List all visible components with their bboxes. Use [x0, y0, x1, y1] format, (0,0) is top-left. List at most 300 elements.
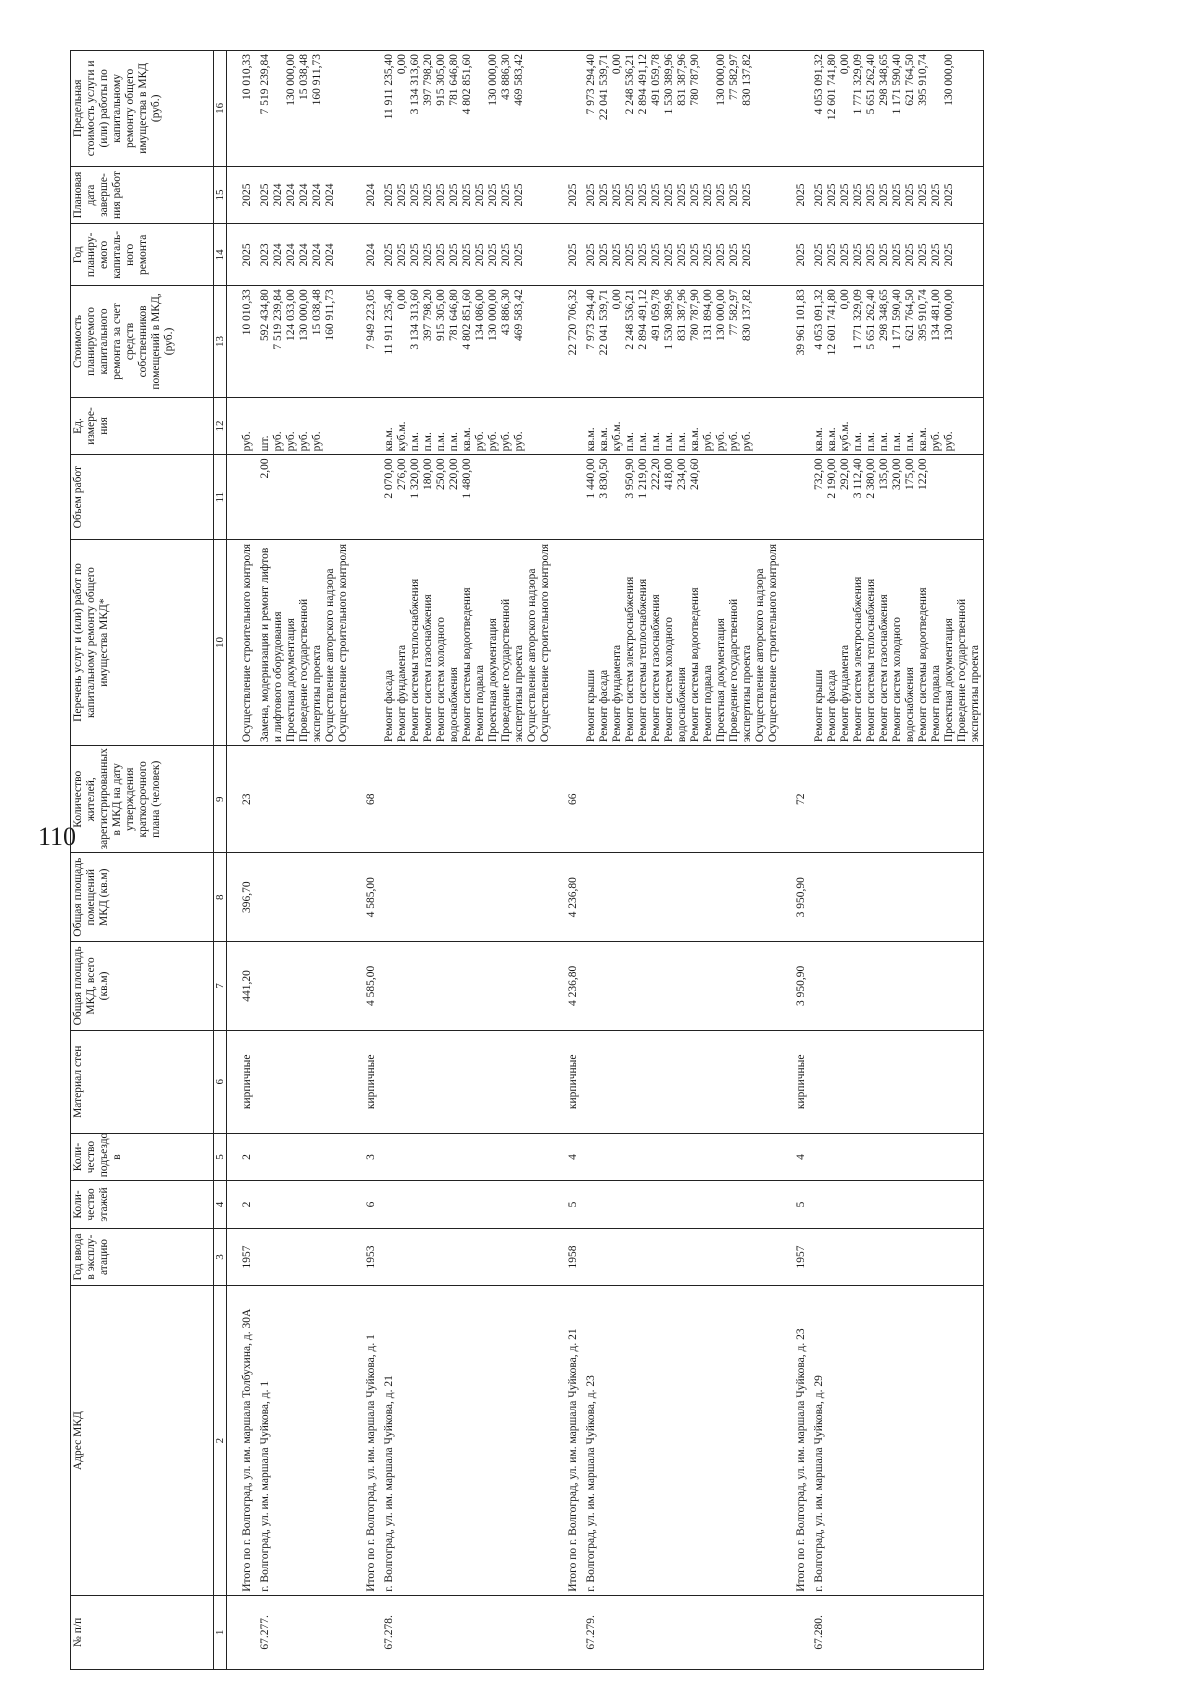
plan-year-cell-item: 2025: [852, 243, 864, 267]
works-cell: [227, 539, 256, 745]
volume-cell-item: 1 320,00: [409, 458, 421, 499]
plan-year-cell: [553, 224, 581, 286]
end-year-cell-item: 2025: [637, 183, 649, 207]
address-row: [809, 51, 984, 1670]
unit-cell-item: руб.: [702, 431, 714, 452]
entrances-cell: 4: [553, 1133, 581, 1180]
unit-cell-item: кв.м.: [598, 427, 610, 452]
column-header: Коли-чество подъездо в: [71, 1133, 214, 1180]
plan-year-cell-item: 2025: [676, 243, 688, 267]
cost-cell-item: 77 582,97: [728, 289, 740, 336]
volume-cell-item: 2,00: [259, 458, 271, 479]
area-premises-cell: [255, 853, 351, 942]
address-row: [581, 51, 781, 1670]
volume-cell: [553, 455, 581, 540]
works-cell-item: Осуществление авторского надзора: [324, 568, 336, 743]
floors-cell: [255, 1181, 351, 1228]
cost-cell: [227, 286, 256, 397]
unit-cell-item: п.м.: [676, 432, 688, 452]
works-cell-item: Ремонт систем холодного водоснабжения: [435, 617, 460, 743]
unit-cell-item: шт.: [259, 435, 271, 452]
residents-cell: [255, 746, 351, 853]
plan-year-cell-item: 2025: [917, 243, 929, 267]
floors-cell: [379, 1181, 553, 1228]
cost-cell-item: 781 646,80: [448, 289, 460, 342]
unit-cell-item: кв.м.: [813, 427, 825, 452]
works-cell-item: Осуществление строительного контроля: [539, 543, 551, 743]
end-year-cell: [781, 166, 809, 224]
year-cell: [581, 1228, 781, 1286]
volume-cell-item: 1 480,00: [461, 458, 473, 499]
unit-cell-item: руб.: [298, 431, 310, 452]
limit-cell: [379, 51, 553, 167]
cost-cell-item: 0,00: [396, 289, 408, 310]
entrances-cell: 4: [781, 1133, 809, 1180]
limit-cell-item: 621 764,50: [904, 54, 916, 106]
end-year-cell-item: 2025: [930, 183, 942, 207]
works-cell: [379, 539, 553, 745]
cost-cell-item: 469 583,42: [513, 289, 525, 342]
floors-cell: [581, 1181, 781, 1228]
end-year-cell-item: 2025: [396, 183, 408, 207]
limit-cell-item: 2 894 491,12: [637, 54, 649, 115]
volume-cell: [227, 455, 256, 540]
cost-cell-item: 131 894,00: [702, 289, 714, 342]
volume-cell-item: [715, 458, 728, 536]
column-number: 4: [214, 1181, 227, 1228]
column-number: 13: [214, 286, 227, 397]
cost-cell-item: 0,00: [839, 289, 851, 310]
unit-cell: [351, 397, 379, 455]
plan-year-cell-item: 2025: [813, 243, 825, 267]
residents-cell: 72: [781, 746, 809, 853]
end-year-cell-item: 2024: [285, 183, 297, 207]
area-premises-cell: [379, 853, 553, 942]
floors-cell: [809, 1181, 984, 1228]
limit-cell-item: 1 530 389,96: [663, 54, 675, 115]
limit-cell-item: 130 000,00: [487, 54, 499, 106]
plan-year-cell-item: 2025: [826, 243, 838, 267]
end-year-cell-item: 2025: [891, 183, 903, 207]
area-premises-cell: 4 236,80: [553, 853, 581, 942]
material-cell: кирпичные: [781, 1030, 809, 1133]
floors-cell: 5: [781, 1181, 809, 1228]
row-number: 67.279.: [581, 1595, 781, 1669]
plan-year-cell-item: 2025: [878, 243, 890, 267]
cost-cell: [379, 286, 553, 397]
column-header: Коли-чество этажей: [71, 1181, 214, 1228]
volume-cell-item: 222,20: [650, 458, 662, 490]
area-premises-cell: [581, 853, 781, 942]
area-cell: 4 585,00: [351, 942, 379, 1031]
cost-cell-item: 5 651 262,40: [865, 289, 877, 350]
limit-cell-item: 298 348,65: [878, 54, 890, 106]
limit-cell-item: 491 059,78: [650, 54, 662, 106]
cost-cell-item: 7 519 239,84: [272, 289, 284, 350]
column-header: Количество жителей, зарегистрированных в МКД на дату утверждения краткосрочного плана (человек): [71, 746, 214, 853]
limit-cell-item: 0,00: [839, 54, 851, 75]
volume-cell-item: [513, 458, 526, 536]
plan-year-cell-item: 2025: [702, 243, 714, 267]
works-cell-item: Ремонт фундамента: [611, 644, 623, 743]
end-year-cell-item: 2025: [904, 183, 916, 207]
works-cell-item: Ремонт системы водоотведения: [689, 587, 701, 743]
cost-cell: [809, 286, 984, 397]
unit-cell-item: куб.м.: [611, 421, 623, 452]
unit-cell-item: руб.: [728, 431, 740, 452]
residents-cell: [379, 746, 553, 853]
works-cell-item: Ремонт системы водоотведения: [917, 587, 929, 743]
end-year-cell: [581, 166, 781, 224]
column-header: Объем работ: [71, 455, 214, 540]
end-year-cell-item: 2025: [878, 183, 890, 207]
material-cell: кирпичные: [553, 1030, 581, 1133]
plan-year-cell-item: 2024: [298, 243, 310, 267]
address-cell: г. Волгоград, ул. им. маршала Чуйкова, д. 23: [581, 1286, 781, 1595]
capital-repair-table-sheet: [70, 50, 1130, 1670]
row-number: [781, 1595, 809, 1669]
column-number: 14: [214, 224, 227, 286]
unit-cell-item: п.м.: [624, 432, 636, 452]
unit-cell-item: куб.м.: [839, 421, 851, 452]
cost-cell-item: 0,00: [611, 289, 623, 310]
area-cell: 441,20: [227, 942, 256, 1031]
plan-year-cell-item: 2024: [311, 243, 323, 267]
volume-cell-item: [311, 458, 324, 536]
works-cell-item: Ремонт фундамента: [396, 644, 408, 743]
works-cell-item: Ремонт подвала: [474, 664, 486, 743]
works-cell-item: Осуществление строительного контроля: [337, 543, 349, 743]
limit-cell-item: 397 798,20: [422, 54, 434, 106]
plan-year-cell-item: 2025: [383, 243, 395, 267]
cost-cell-item: 134 481,00: [930, 289, 942, 342]
cost-cell-item: 130 000,00: [487, 289, 499, 342]
end-year-cell: [351, 166, 379, 224]
limit-cell: [581, 51, 781, 167]
unit-cell: [255, 397, 351, 455]
works-cell: [781, 539, 809, 745]
limit-cell-item: [474, 54, 487, 163]
year-cell: 1958: [553, 1228, 581, 1286]
area-cell: [809, 942, 984, 1031]
cost-cell-item: 831 387,96: [676, 289, 688, 342]
column-number: 11: [214, 455, 227, 540]
end-year-cell-item: 2025: [567, 183, 579, 207]
end-year-cell: [553, 166, 581, 224]
volume-cell-item: 175,00: [904, 458, 916, 490]
works-cell-item: Проектная документация: [715, 618, 727, 743]
plan-year-cell-item: 2024: [324, 243, 336, 267]
area-premises-cell: [809, 853, 984, 942]
cost-cell: [553, 286, 581, 397]
volume-cell-item: 1 440,00: [585, 458, 597, 499]
end-year-cell-item: 2025: [500, 183, 512, 207]
end-year-cell-item: 2025: [383, 183, 395, 207]
table-header: [71, 51, 227, 1670]
works-cell-item: Осуществление строительного контроля: [241, 543, 253, 743]
works-cell-item: Ремонт системы теплоснабжения: [637, 578, 649, 743]
unit-cell-item: п.м.: [904, 432, 916, 452]
plan-year-cell-item: 2025: [624, 243, 636, 267]
cost-cell-item: 22 041 539,71: [598, 289, 610, 356]
end-year-cell-item: 2025: [715, 183, 727, 207]
limit-cell-item: 915 305,00: [435, 54, 447, 106]
address-cell: г. Волгоград, ул. им. маршала Чуйкова, д. 21: [379, 1286, 553, 1595]
unit-cell-item: кв.м.: [461, 427, 473, 452]
end-year-cell-item: 2025: [826, 183, 838, 207]
cost-cell-item: 298 348,65: [878, 289, 890, 342]
end-year-cell: [809, 166, 984, 224]
end-year-cell-item: 2025: [728, 183, 740, 207]
works-cell-item: Ремонт систем холодного водоснабжения: [891, 617, 916, 743]
plan-year-cell-item: 2024: [272, 243, 284, 267]
residents-cell: 23: [227, 746, 256, 853]
works-cell-item: Проведение государственной экспертизы проекта: [500, 598, 525, 743]
volume-cell-item: [611, 458, 624, 536]
plan-year-cell-item: 2025: [422, 243, 434, 267]
cost-cell-item: 621 764,50: [904, 289, 916, 342]
limit-cell-item: 7 973 294,40: [585, 54, 597, 115]
end-year-cell-item: 2025: [676, 183, 688, 207]
total-row: [781, 51, 809, 1670]
volume-cell-item: 276,00: [396, 458, 408, 490]
unit-cell-item: п.м.: [891, 432, 903, 452]
end-year-cell: [379, 166, 553, 224]
unit-cell-item: руб.: [272, 431, 284, 452]
address-row: [255, 51, 351, 1670]
column-header: Стоимость планируемого капитального ремонта за счет средств собственников помещений в МКД, (руб.): [71, 286, 214, 397]
end-year-cell-item: 2025: [435, 183, 447, 207]
end-year-cell-item: 2025: [259, 183, 271, 207]
limit-cell-item: 781 646,80: [448, 54, 460, 106]
works-cell-item: Ремонт крыши: [585, 669, 597, 743]
cost-cell-item: 1 171 590,40: [891, 289, 903, 350]
unit-cell-item: куб.м.: [396, 421, 408, 452]
entrances-cell: [379, 1133, 553, 1180]
floors-cell: 5: [553, 1181, 581, 1228]
limit-cell-item: 130 000,00: [943, 54, 955, 106]
works-cell-item: Осуществление авторского надзора: [526, 568, 538, 743]
residents-cell: 68: [351, 746, 379, 853]
end-year-cell-item: 2025: [839, 183, 851, 207]
works-cell-item: Проведение государственной экспертизы проекта: [298, 598, 323, 743]
area-cell: [379, 942, 553, 1031]
end-year-cell-item: 2025: [702, 183, 714, 207]
unit-cell: [553, 397, 581, 455]
column-header: Материал стен: [71, 1030, 214, 1133]
plan-year-cell-item: 2025: [241, 243, 253, 267]
area-premises-cell: 396,70: [227, 853, 256, 942]
residents-cell: [581, 746, 781, 853]
cost-cell-item: 830 137,82: [741, 289, 753, 342]
volume-cell-item: 2 070,00: [383, 458, 395, 499]
volume-cell-item: 135,00: [878, 458, 890, 490]
limit-cell-item: 130 000,00: [285, 54, 297, 106]
limit-cell-item: 5 651 262,40: [865, 54, 877, 115]
floors-cell: 2: [227, 1181, 256, 1228]
volume-cell-item: [285, 458, 298, 536]
row-number: 67.278.: [379, 1595, 553, 1669]
limit-cell-item: 4 053 091,32: [813, 54, 825, 115]
volume-cell-item: 292,00: [839, 458, 851, 490]
cost-cell-item: 4 802 851,60: [461, 289, 473, 350]
end-year-cell-item: 2025: [650, 183, 662, 207]
unit-cell: [581, 397, 781, 455]
limit-cell-item: 469 583,42: [513, 54, 525, 106]
end-year-cell-item: 2025: [865, 183, 877, 207]
end-year-cell-item: 2024: [365, 183, 377, 207]
year-cell: [379, 1228, 553, 1286]
end-year-cell-item: 2025: [852, 183, 864, 207]
plan-year-cell-item: 2025: [715, 243, 727, 267]
column-header: Плановая дата заверше-ния работ: [71, 166, 214, 224]
end-year-cell-item: 2025: [689, 183, 701, 207]
address-cell: г. Волгоград, ул. им. маршала Чуйкова, д. 1: [255, 1286, 351, 1595]
column-number: 8: [214, 853, 227, 942]
works-cell-item: Ремонт системы водоотведения: [461, 587, 473, 743]
cost-cell-item: 1 771 329,09: [852, 289, 864, 350]
end-year-cell-item: 2025: [917, 183, 929, 207]
end-year-cell-item: 2025: [598, 183, 610, 207]
area-cell: [581, 942, 781, 1031]
limit-cell-item: 43 886,30: [500, 54, 512, 100]
entrances-cell: 3: [351, 1133, 379, 1180]
area-cell: 3 950,90: [781, 942, 809, 1031]
plan-year-cell-item: 2025: [396, 243, 408, 267]
works-cell-item: Ремонт фасада: [826, 669, 838, 743]
plan-year-cell: [351, 224, 379, 286]
residents-cell: [809, 746, 984, 853]
unit-cell-item: руб.: [943, 431, 955, 452]
limit-cell-item: [930, 54, 943, 163]
plan-year-cell-item: 2025: [500, 243, 512, 267]
limit-cell: [809, 51, 984, 167]
year-cell: [255, 1228, 351, 1286]
address-cell: г. Волгоград, ул. им. маршала Чуйкова, д. 29: [809, 1286, 984, 1595]
volume-cell: [781, 455, 809, 540]
plan-year-cell: [809, 224, 984, 286]
end-year-cell-item: 2025: [611, 183, 623, 207]
column-header: Общая площадь МКД, всего (кв.м): [71, 942, 214, 1031]
end-year-cell-item: 2024: [311, 183, 323, 207]
plan-year-cell: [379, 224, 553, 286]
volume-cell-item: 3 112,40: [852, 458, 864, 499]
plan-year-cell-item: 2025: [728, 243, 740, 267]
unit-cell-item: руб.: [241, 431, 253, 452]
works-cell-item: Проектная документация: [943, 618, 955, 743]
capital-repair-table: [70, 50, 984, 1670]
cost-cell-item: 160 911,73: [324, 289, 336, 341]
unit-cell-item: п.м.: [852, 432, 864, 452]
works-cell-item: Ремонт систем газоснабжения: [422, 594, 434, 743]
unit-cell-item: руб.: [930, 431, 942, 452]
column-header: Год планиру-емого капиталь-ного ремонта: [71, 224, 214, 286]
works-cell: [255, 539, 351, 745]
address-cell: Итого по г. Волгоград, ул. им. маршала Чуйкова, д. 23: [781, 1286, 809, 1595]
column-header: Предельная стоимость услуги и (или) работы по капитальному ремонту общего имущества в МКД (руб.): [71, 51, 214, 167]
unit-cell: [781, 397, 809, 455]
works-cell-item: Проведение государственной экспертизы проекта: [956, 598, 981, 743]
works-cell-item: Проектная документация: [487, 618, 499, 743]
works-cell-item: Ремонт системы теплоснабжения: [409, 578, 421, 743]
end-year-cell-item: 2024: [272, 183, 284, 207]
works-cell-item: Ремонт систем холодного водоснабжения: [663, 617, 688, 743]
area-cell: [255, 942, 351, 1031]
limit-cell-item: 7 519 239,84: [259, 54, 271, 115]
plan-year-cell: [781, 224, 809, 286]
limit-cell-item: 780 787,90: [689, 54, 701, 106]
material-cell: кирпичные: [351, 1030, 379, 1133]
floors-cell: 6: [351, 1181, 379, 1228]
volume-cell-item: 2 380,00: [865, 458, 877, 499]
unit-cell-item: п.м.: [650, 432, 662, 452]
material-cell: [255, 1030, 351, 1133]
column-number: 15: [214, 166, 227, 224]
total-row: [227, 51, 256, 1670]
volume-cell: [809, 455, 984, 540]
year-cell: 1957: [781, 1228, 809, 1286]
volume-cell-item: [474, 458, 487, 536]
limit-cell-item: 22 041 539,71: [598, 54, 610, 121]
limit-cell-item: 12 601 741,80: [826, 54, 838, 121]
area-premises-cell: 3 950,90: [781, 853, 809, 942]
limit-cell-item: 10 010,33: [241, 54, 253, 100]
cost-cell: [351, 286, 379, 397]
plan-year-cell-item: 2025: [513, 243, 525, 267]
cost-cell-item: 2 894 491,12: [637, 289, 649, 350]
volume-cell-item: 240,60: [689, 458, 701, 490]
works-cell-item: Осуществление строительного контроля: [767, 543, 779, 743]
plan-year-cell: [227, 224, 256, 286]
volume-cell-item: [728, 458, 741, 536]
works-cell-item: Проведение государственной экспертизы проекта: [728, 598, 753, 743]
address-cell: Итого по г. Волгоград, ул. им. маршала Чуйкова, д. 1: [351, 1286, 379, 1595]
column-header: Общая площадь помещений МКД (кв.м): [71, 853, 214, 942]
cost-cell-item: 15 038,48: [311, 289, 323, 336]
works-cell-item: Ремонт систем электроснабжения: [624, 576, 636, 743]
end-year-cell-item: 2025: [624, 183, 636, 207]
unit-cell-item: п.м.: [422, 432, 434, 452]
works-cell-item: Замена, модернизация и ремонт лифтов и лифтового оборудования: [259, 547, 284, 743]
works-cell-item: Ремонт систем газоснабжения: [650, 594, 662, 743]
column-header: № п/п: [71, 1595, 214, 1669]
material-cell: кирпичные: [227, 1030, 256, 1133]
works-cell-item: Ремонт фундамента: [839, 644, 851, 743]
column-header: Год ввода в эксплу-атацию: [71, 1228, 214, 1286]
works-cell: [809, 539, 984, 745]
material-cell: [581, 1030, 781, 1133]
unit-cell: [227, 397, 256, 455]
limit-cell-item: 3 134 313,60: [409, 54, 421, 115]
limit-cell-item: 4 802 851,60: [461, 54, 473, 115]
cost-cell-item: 130 000,00: [715, 289, 727, 342]
plan-year-cell-item: 2025: [795, 243, 807, 267]
plan-year-cell-item: 2025: [689, 243, 701, 267]
unit-cell-item: руб.: [500, 431, 512, 452]
cost-cell-item: 12 601 741,80: [826, 289, 838, 356]
column-number: 1: [214, 1595, 227, 1669]
row-number: 67.280.: [809, 1595, 984, 1669]
end-year-cell-item: 2025: [422, 183, 434, 207]
unit-cell-item: п.м.: [663, 432, 675, 452]
cost-cell-item: 130 000,00: [298, 289, 310, 342]
volume-cell-item: [487, 458, 500, 536]
end-year-cell-item: 2024: [298, 183, 310, 207]
unit-cell-item: п.м.: [878, 432, 890, 452]
works-cell-item: Ремонт фасада: [383, 669, 395, 743]
works-cell-item: Ремонт фасада: [598, 669, 610, 743]
limit-cell-item: 77 582,97: [728, 54, 740, 100]
